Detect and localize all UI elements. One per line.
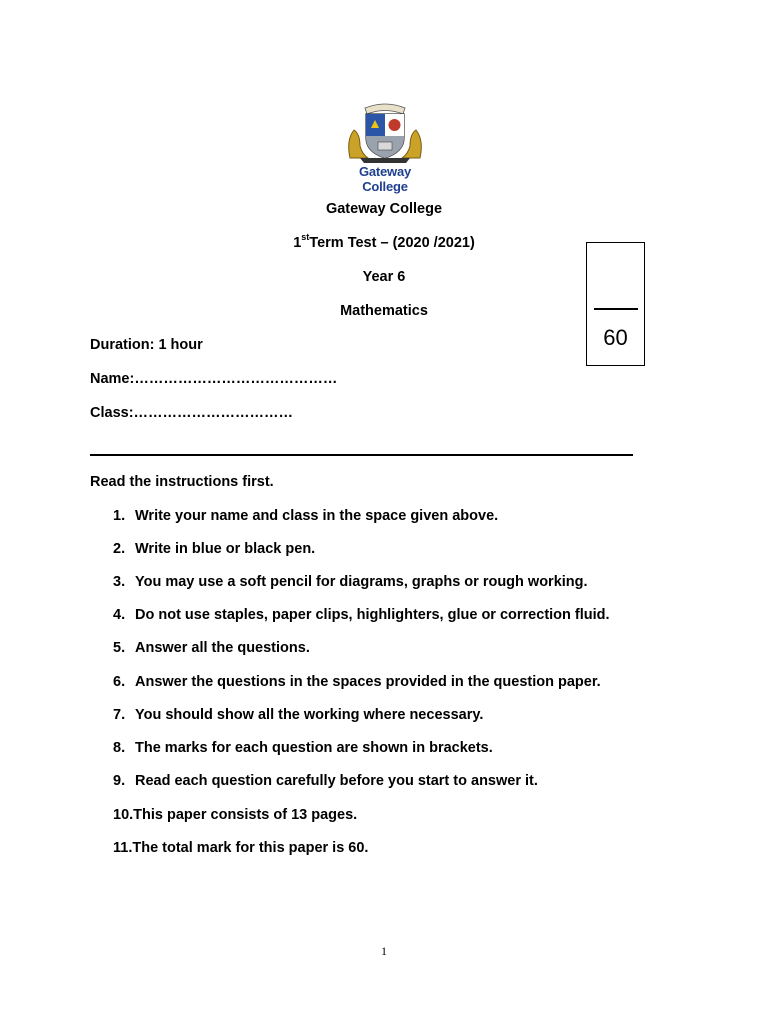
instruction-text: Do not use staples, paper clips, highlighters, glue or correction fluid. bbox=[135, 607, 610, 623]
instruction-number: 2. bbox=[113, 541, 126, 557]
instruction-number: 1. bbox=[113, 508, 126, 524]
instruction-text: The total mark for this paper is 60. bbox=[132, 840, 369, 856]
instruction-text: Write your name and class in the space given above. bbox=[135, 508, 499, 524]
score-box bbox=[586, 242, 645, 366]
instructions-heading: Read the instructions first. bbox=[90, 474, 274, 490]
instruction-item bbox=[113, 740, 493, 756]
instruction-text: You should show all the working where necessary. bbox=[135, 707, 484, 723]
class-field: Class:…………………………… bbox=[90, 405, 294, 421]
instruction-item bbox=[113, 541, 315, 557]
score-divider bbox=[594, 308, 638, 310]
instruction-number: 11. bbox=[113, 840, 133, 856]
instruction-text: Write in blue or black pen. bbox=[135, 541, 316, 557]
instruction-text: Answer all the questions. bbox=[135, 640, 310, 656]
instruction-item bbox=[113, 773, 538, 789]
instruction-item bbox=[113, 840, 368, 856]
instruction-number: 3. bbox=[113, 574, 126, 590]
instruction-text: The marks for each question are shown in brackets. bbox=[135, 740, 493, 756]
instruction-number: 6. bbox=[113, 674, 126, 690]
school-name: Gateway College bbox=[325, 201, 443, 217]
instruction-item bbox=[113, 607, 610, 623]
instruction-text: Answer the questions in the spaces provided in the question paper. bbox=[135, 674, 601, 690]
instruction-number: 8. bbox=[113, 740, 126, 756]
year-label: Year 6 bbox=[362, 269, 406, 285]
instruction-item bbox=[113, 508, 498, 524]
term-title bbox=[0, 232, 768, 251]
separator-line bbox=[90, 454, 633, 456]
instruction-number: 4. bbox=[113, 607, 126, 623]
instruction-item bbox=[113, 807, 357, 823]
name-field: Name:…………………………………… bbox=[90, 371, 338, 387]
term-rest: Term Test – (2020 /2021) bbox=[309, 235, 475, 251]
instruction-item bbox=[113, 707, 483, 723]
instruction-text: This paper consists of 13 pages. bbox=[133, 807, 358, 823]
instruction-number: 5. bbox=[113, 640, 126, 656]
term-suffix: st bbox=[301, 232, 310, 242]
instruction-item bbox=[113, 674, 601, 690]
instruction-item bbox=[113, 574, 588, 590]
instruction-item bbox=[113, 640, 310, 656]
score-total: 60 bbox=[603, 325, 628, 350]
instruction-number: 10. bbox=[113, 807, 134, 823]
instruction-text: You may use a soft pencil for diagrams, graphs or rough working. bbox=[135, 574, 588, 590]
crest-icon bbox=[340, 100, 430, 164]
page-number: 1 bbox=[381, 944, 387, 958]
instruction-text: Read each question carefully before you start to answer it. bbox=[135, 773, 538, 789]
college-crest-logo bbox=[340, 100, 430, 194]
logo-wordmark: Gateway College bbox=[358, 164, 412, 194]
subject-label: Mathematics bbox=[340, 303, 428, 319]
instruction-number: 9. bbox=[113, 773, 126, 789]
term-number: 1 bbox=[293, 235, 302, 251]
duration-label: Duration: 1 hour bbox=[90, 337, 203, 353]
instruction-number: 7. bbox=[113, 707, 126, 723]
